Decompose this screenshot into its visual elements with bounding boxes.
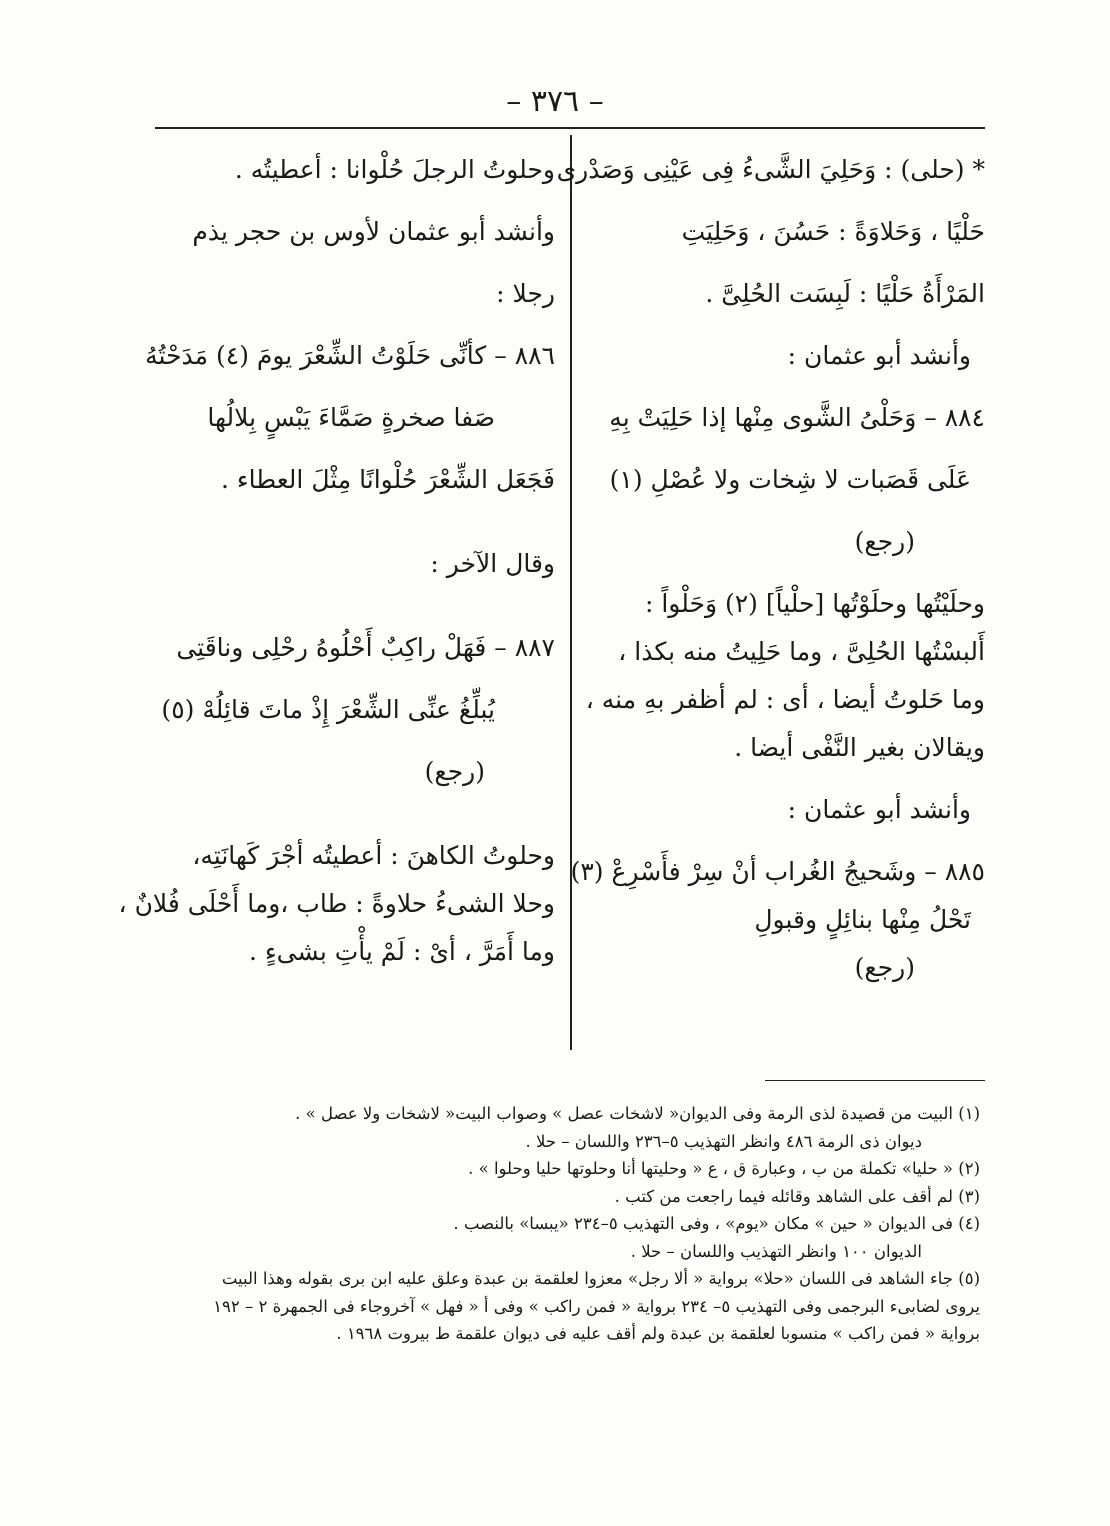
- text-line: فَجَعَل الشِّعْرَ حُلْوانًا مِثْلَ العطاء .: [220, 465, 555, 494]
- header-rule: [155, 127, 985, 129]
- text-line: وأنشد أبو عثمان :: [787, 341, 971, 370]
- text-line: وحلوتُ الرجلَ حُلْوانا : أعطيتُه .: [234, 155, 555, 184]
- text-line: وأنشد أبو عثمان :: [787, 795, 971, 824]
- page-number: – ٣٧٦ –: [506, 84, 604, 119]
- footnote-2: (٢) « حليا» تكملة من ب ، وعبارة ق ، ع « وحليتها أنا وحلوتها حليا وحلوا » .: [468, 1159, 980, 1178]
- rajaz-label: (رجع): [854, 953, 915, 982]
- verse-884-first: ٨٨٤ – وَحَلْىُ الشَّوى مِنْها إذا حَلِيَتْ بِهِ: [609, 403, 985, 432]
- left-column: [118, 150, 555, 972]
- text-line: وحلَيْتُها وحلَوْتُها [حلْياً] (٢) وَحَلْواً :: [644, 589, 985, 618]
- verse-886-first: ٨٨٦ – كأنِّى حَلَوْتُ الشِّعْرَ يومَ (٤) مَدَحْتُهُ: [145, 341, 555, 370]
- text-line: وما حَلوتُ أيضا ، أى : لم أظفر بهِ منه ،: [585, 685, 985, 714]
- text-line: * (حلى) : وَحَلِيَ الشَّىءُ فِى عَيْنِى وَصَدْرى: [556, 155, 985, 184]
- text-line: ويقالان بغير النَّفْى أيضا .: [734, 733, 985, 762]
- footnote-5-cont: برواية « فمن راكب » منسوبا لعلقمة بن عبدة ولم أقف عليه فى ديوان علقمة ط بيروت ١٩٦٨ .: [336, 1324, 980, 1343]
- text-line: وما أَمَرَّ ، أىْ : لَمْ يأْتِ بشىءٍ .: [249, 937, 555, 966]
- text-line: المَرْأَةُ حَلْيًا : لَبِسَت الحُلِىَّ .: [705, 279, 985, 308]
- text-line: وأنشد أبو عثمان لأوس بن حجر يذم: [192, 217, 555, 246]
- text-line: رجلا :: [496, 279, 555, 308]
- verse-884-second: عَلَى قَصَبات لا شِخات ولا عُصْلِ (١): [609, 465, 971, 494]
- footnote-1: (١) البيت من قصيدة لذى الرمة وفى الديوان« لاشخات عصل » وصواب البيت« لاشخات ولا عصل » .: [295, 1104, 980, 1123]
- verse-887-first: ٨٨٧ – فَهَلْ راكِبٌ أَحْلُوهُ رحْلِى وناقَتِى: [176, 633, 555, 662]
- footnote-rule: [765, 1080, 985, 1081]
- footnote-4: (٤) فى الديوان « حين » مكان «يوم» ، وفى التهذيب ٥–٢٣٤ «يبسا» بالنصب .: [453, 1214, 980, 1233]
- verse-885-first: ٨٨٥ – وشَحيجُ الغُراب أنْ سِرْ فأَسْرِعْ (٣): [570, 857, 985, 886]
- footnote-5-cont: يروى لضابىء البرجمى وفى التهذيب ٥– ٢٣٤ برواية « فمن راكب » وفى أ « فهل » آخروجاء فى الجمهرة ٢ – ١٩٢: [213, 1296, 980, 1316]
- verse-887-second: يُبلِّغُ عنِّى الشِّعْرَ إِذْ ماتَ قائِلُهْ (٥): [161, 695, 495, 724]
- right-column: [556, 150, 985, 988]
- verse-886-second: صَفا صخرةٍ صَمَّاءَ يَبْسٍ بِلالُها: [207, 403, 495, 432]
- footnote-5: (٥) جاء الشاهد فى اللسان «حلا» برواية « ألا رجل» معزوا لعلقمة بن عبدة وعلق عليه ابن برى بقوله وهذا البيت: [221, 1269, 980, 1288]
- rajaz-label: (رجع): [854, 527, 915, 556]
- footnote-1-cont: ديوان ذى الرمة ٤٨٦ وانظر التهذيب ٥–٢٣٦ واللسان – حلا .: [525, 1131, 922, 1151]
- text-line: وحلوتُ الكاهنَ : أعطيتُه أجْرَ كَهانَتِه،: [192, 841, 555, 870]
- verse-885-second: تَحْلُ مِنْها بنائِلٍ وقبولِ: [754, 905, 971, 934]
- rajaz-label: (رجع): [424, 757, 485, 786]
- column-divider: [570, 135, 572, 1050]
- text-line: وقال الآخر :: [430, 549, 555, 578]
- footnotes: [150, 1100, 980, 1348]
- footnote-4-cont: الديوان ١٠٠ وانظر التهذيب واللسان – حلا .: [630, 1241, 922, 1261]
- text-line: أَلبسْتُها الحُلِىَّ ، وما حَلِيتُ منه بكذا ،: [618, 637, 985, 666]
- text-line: حَلْيًا ، وَحَلاوَةً : حَسُنَ ، وَحَلِيَتِ: [681, 217, 985, 246]
- footnote-3: (٣) لم أقف على الشاهد وقائله فيما راجعت من كتب .: [614, 1186, 980, 1206]
- text-line: وحلا الشىءُ حلاوةً : طاب ،وما أَحْلَى فُلانٌ ،: [118, 889, 555, 918]
